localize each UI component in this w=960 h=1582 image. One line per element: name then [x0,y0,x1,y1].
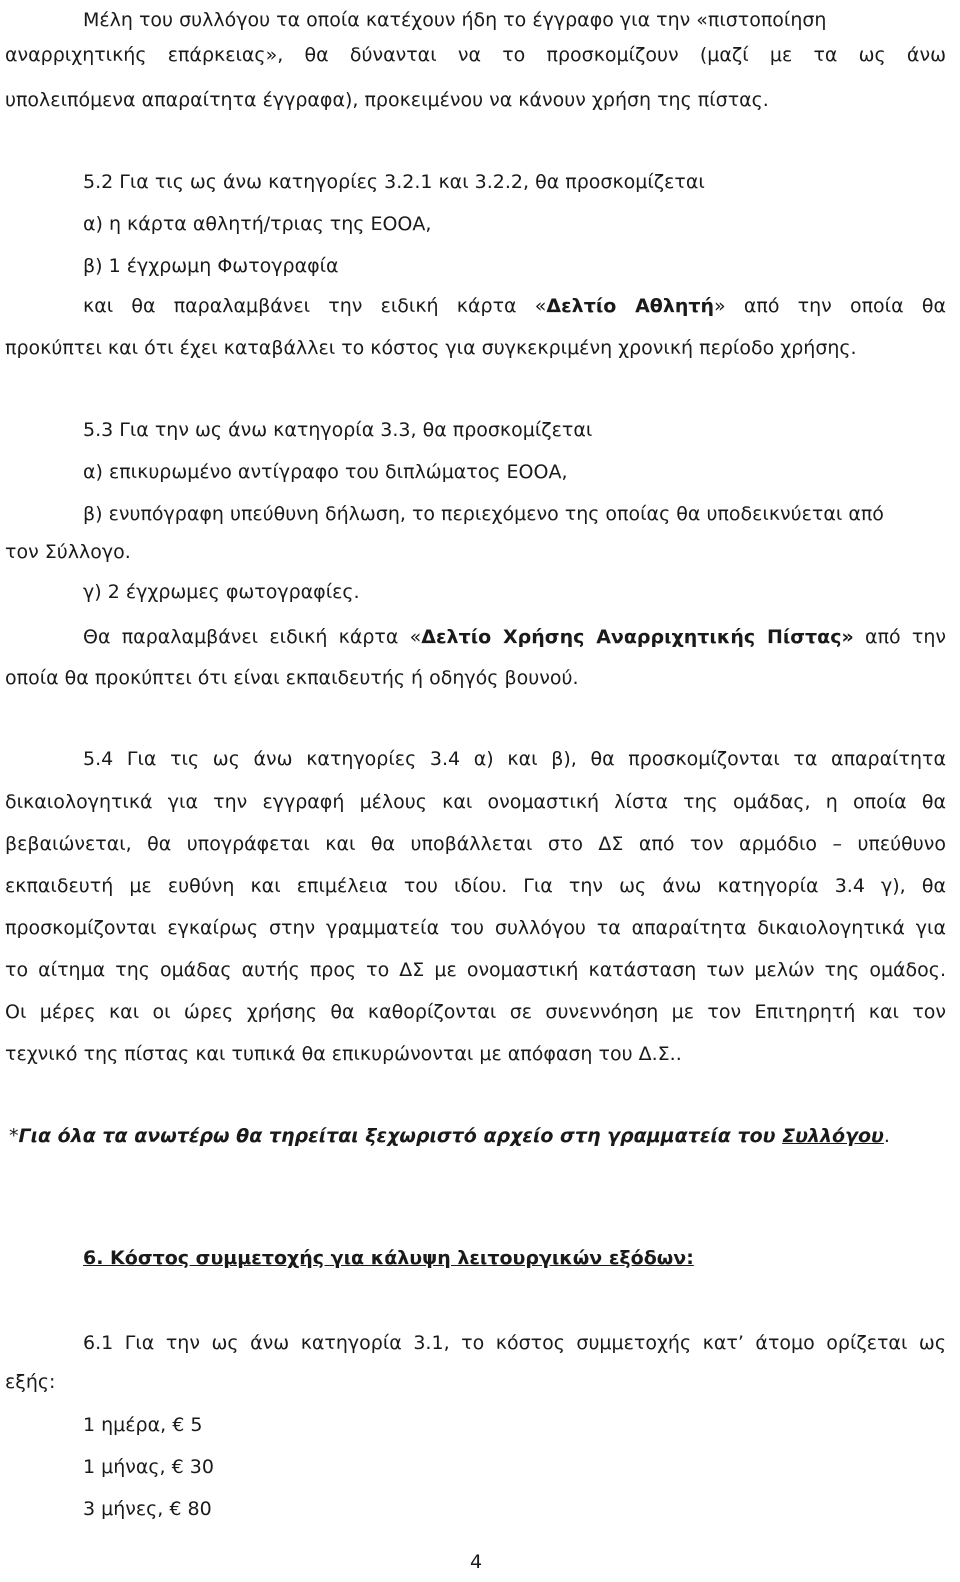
section-5-2-heading: 5.2 Για τις ως άνω κατηγορίες 3.2.1 και 3.2.2, θα προσκομίζεται [83,171,705,193]
note-text: Για όλα τα ανωτέρω θα τηρείται ξεχωριστό αρχείο στη γραμματεία του [18,1125,776,1147]
note-period: . [883,1125,890,1147]
section-5-3-card-line [83,625,946,649]
section-6-title: 6. Κόστος συμμετοχής για κάλυψη λειτουργικών εξόδων: [83,1247,694,1269]
section-5-4-line-1: 5.4 Για τις ως άνω κατηγορίες 3.4 α) και β), θα προσκομίζονται τα απαραίτητα [83,748,946,770]
section-5-4-line-7: Οι μέρες και οι ώρες χρήσης θα καθορίζονται σε συνεννόηση με τον Επιτηρητή και τον [5,1001,946,1023]
section-5-4-line-2: δικαιολογητικά για την εγγραφή μέλους και ονομαστική λίστα της ομάδας, η οποία θα [5,791,946,813]
athlete-card-name: Δελτίο Αθλητή [546,295,715,317]
section-5-4-line-8: τεχνικό της πίστας και τυπικά θα επικυρώνονται με απόφαση του Δ.Σ.. [5,1043,682,1065]
section-5-3-item-a: α) επικυρωμένο αντίγραφο του διπλώματος ΕΟΟΑ, [83,461,568,483]
intro-line-1: Μέλη του συλλόγου τα οποία κατέχουν ήδη το έγγραφο για την «πιστοποίηση [83,9,827,31]
section-5-3-item-b: β) ενυπόγραφη υπεύθυνη δήλωση, το περιεχόμενο της οποίας θα υποδεικνύεται από [83,503,884,525]
section-5-2-card-line [83,294,946,318]
section-5-2-item-a: α) η κάρτα αθλητή/τριας της ΕΟΟΑ, [83,213,432,235]
price-item: 1 μήνας, € 30 [83,1456,214,1478]
section-5-2-item-b: β) 1 έγχρωμη Φωτογραφία [83,255,339,277]
archive-note [9,1124,890,1148]
price-item: 3 μήνες, € 80 [83,1498,212,1520]
section-5-3-line-2: οποία θα προκύπτει ότι είναι εκπαιδευτής ή οδηγός βουνού. [5,667,579,689]
section-6-1-line-2: εξής: [5,1371,56,1393]
price-item: 1 ημέρα, € 5 [83,1414,203,1436]
section-5-3-card-pre: Θα παραλαμβάνει ειδική κάρτα « [83,626,422,648]
section-5-2-card-post: » από την οποία θα [714,295,946,317]
section-5-3-heading: 5.3 Για την ως άνω κατηγορία 3.3, θα προσκομίζεται [83,419,593,441]
section-5-4-line-6: το αίτημα της ομάδας αυτής προς το ΔΣ με ονομαστική κατάσταση των μελών της ομάδος. [5,959,946,981]
intro-line-3: υπολειπόμενα απαραίτητα έγγραφα), προκειμένου να κάνουν χρήση της πίστας. [5,89,769,111]
note-underlined-word: Συλλόγου [782,1125,884,1147]
climbing-wall-card-name: Δελτίο Χρήσης Αναρριχητικής Πίστας» [421,626,854,648]
section-5-3-card-post: από την [853,626,946,648]
section-5-4-line-4: εκπαιδευτή με ευθύνη και επιμέλεια του ιδίου. Για την ως άνω κατηγορία 3.4 γ), θα [5,875,946,897]
page-number: 4 [470,1551,483,1573]
section-5-2-card-pre: και θα παραλαμβάνει την ειδική κάρτα « [83,295,547,317]
section-5-3-item-b-cont: τον Σύλλογο. [5,541,131,563]
section-6-1-line-1: 6.1 Για την ως άνω κατηγορία 3.1, το κόστος συμμετοχής κατ’ άτομο ορίζεται ως [83,1332,946,1354]
section-5-4-line-3: βεβαιώνεται, θα υπογράφεται και θα υποβάλλεται στο ΔΣ από τον αρμόδιο – υπεύθυνο [5,833,946,855]
note-asterisk: * [9,1125,19,1147]
section-5-4-line-5: προσκομίζονται εγκαίρως στην γραμματεία του συλλόγου τα απαραίτητα δικαιολογητικά για [5,917,946,939]
section-5-2-line-2: προκύπτει και ότι έχει καταβάλλει το κόστος για συγκεκριμένη χρονική περίοδο χρήσης. [5,337,857,359]
intro-line-2: αναρριχητικής επάρκειας», θα δύνανται να το προσκομίζουν (μαζί με τα ως άνω [5,44,946,66]
section-5-3-item-c: γ) 2 έγχρωμες φωτογραφίες. [83,581,360,603]
